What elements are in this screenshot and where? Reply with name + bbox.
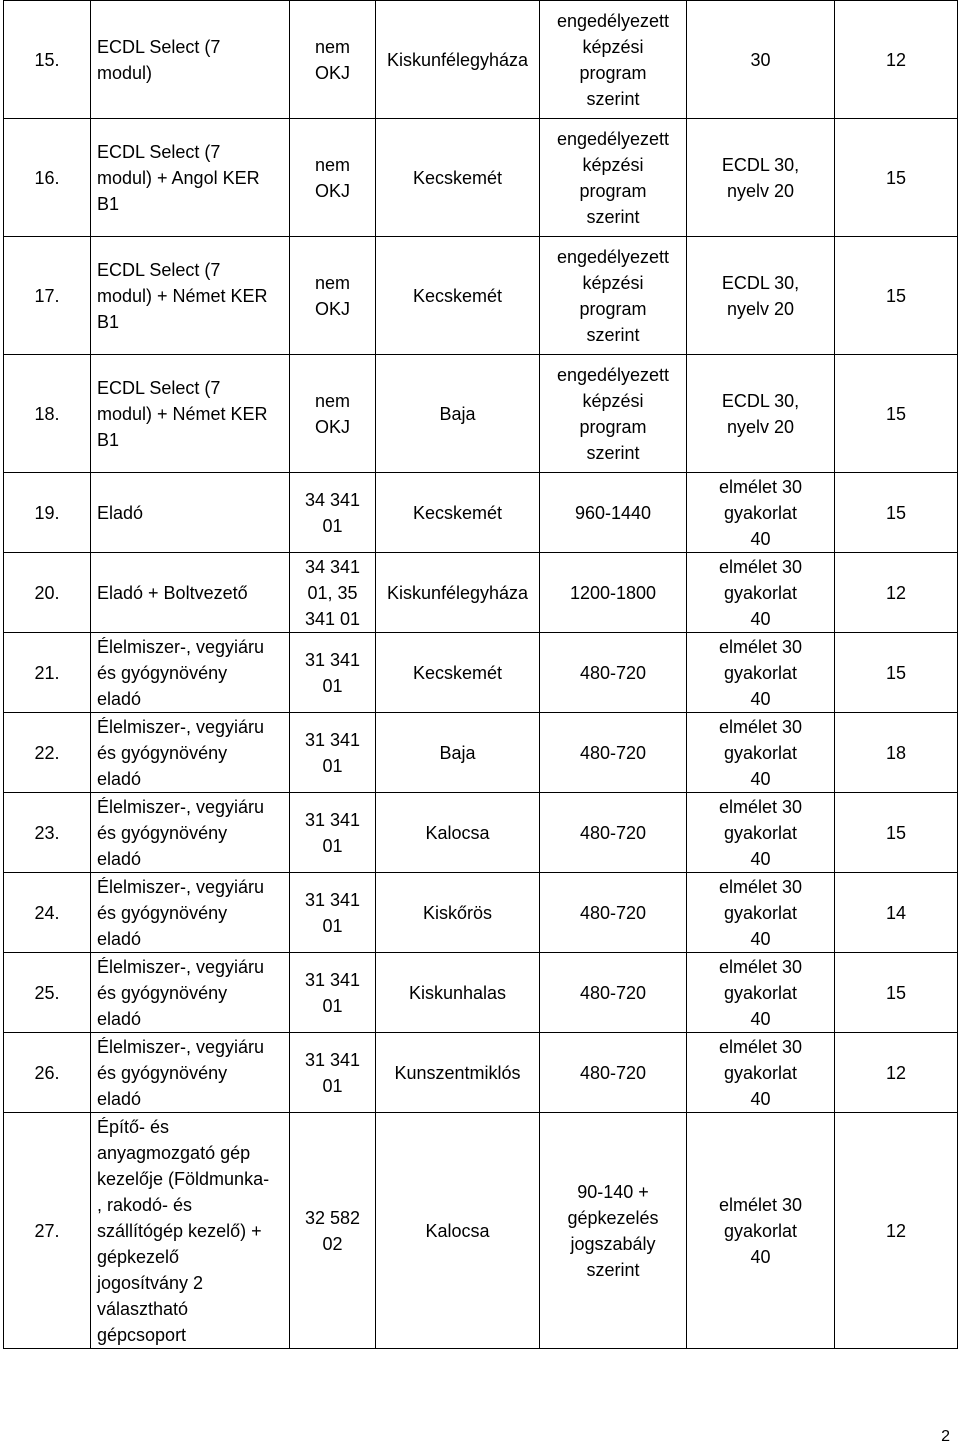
town-cell: Kunszentmiklós	[376, 1033, 540, 1113]
course-name-cell: Élelmiszer-, vegyiáru és gyógynövény eladó	[91, 1033, 290, 1113]
participant-count-cell: 15	[835, 119, 958, 237]
training-hours-cell: engedélyezett képzési program szerint	[540, 119, 687, 237]
theory-practice-cell: elmélet 30 gyakorlat 40	[687, 553, 835, 633]
course-table	[3, 0, 958, 1349]
town-cell: Kiskunhalas	[376, 953, 540, 1033]
table-row	[4, 793, 958, 873]
theory-practice-cell: ECDL 30, nyelv 20	[687, 119, 835, 237]
participant-count-cell: 15	[835, 633, 958, 713]
town-cell: Kecskemét	[376, 119, 540, 237]
okj-code-cell: nem OKJ	[290, 237, 376, 355]
town-cell: Kiskőrös	[376, 873, 540, 953]
training-hours-cell: 480-720	[540, 793, 687, 873]
theory-practice-cell: elmélet 30 gyakorlat 40	[687, 633, 835, 713]
course-name-cell: ECDL Select (7 modul) + Német KER B1	[91, 237, 290, 355]
row-number-cell: 18.	[4, 355, 91, 473]
table-body	[4, 1, 958, 1349]
training-hours-cell: engedélyezett képzési program szerint	[540, 237, 687, 355]
table-row	[4, 713, 958, 793]
participant-count-cell: 15	[835, 237, 958, 355]
table-row	[4, 473, 958, 553]
table-row	[4, 355, 958, 473]
town-cell: Kalocsa	[376, 1113, 540, 1349]
row-number-cell: 20.	[4, 553, 91, 633]
theory-practice-cell: ECDL 30, nyelv 20	[687, 237, 835, 355]
table-row	[4, 119, 958, 237]
row-number-cell: 23.	[4, 793, 91, 873]
course-name-cell: ECDL Select (7 modul) + Német KER B1	[91, 355, 290, 473]
participant-count-cell: 15	[835, 793, 958, 873]
row-number-cell: 24.	[4, 873, 91, 953]
okj-code-cell: 31 341 01	[290, 793, 376, 873]
participant-count-cell: 14	[835, 873, 958, 953]
participant-count-cell: 18	[835, 713, 958, 793]
theory-practice-cell: elmélet 30 gyakorlat 40	[687, 713, 835, 793]
okj-code-cell: 31 341 01	[290, 873, 376, 953]
table-row	[4, 1113, 958, 1349]
participant-count-cell: 12	[835, 553, 958, 633]
training-hours-cell: 480-720	[540, 873, 687, 953]
row-number-cell: 22.	[4, 713, 91, 793]
participant-count-cell: 12	[835, 1033, 958, 1113]
row-number-cell: 25.	[4, 953, 91, 1033]
training-hours-cell: engedélyezett képzési program szerint	[540, 1, 687, 119]
row-number-cell: 19.	[4, 473, 91, 553]
participant-count-cell: 12	[835, 1113, 958, 1349]
okj-code-cell: 34 341 01, 35 341 01	[290, 553, 376, 633]
row-number-cell: 17.	[4, 237, 91, 355]
course-name-cell: Eladó + Boltvezető	[91, 553, 290, 633]
row-number-cell: 15.	[4, 1, 91, 119]
okj-code-cell: nem OKJ	[290, 1, 376, 119]
participant-count-cell: 15	[835, 953, 958, 1033]
course-name-cell: Élelmiszer-, vegyiáru és gyógynövény eladó	[91, 633, 290, 713]
table-row	[4, 633, 958, 713]
row-number-cell: 16.	[4, 119, 91, 237]
table-row	[4, 953, 958, 1033]
theory-practice-cell: elmélet 30 gyakorlat 40	[687, 1033, 835, 1113]
course-name-cell: ECDL Select (7 modul)	[91, 1, 290, 119]
town-cell: Kiskunfélegyháza	[376, 553, 540, 633]
row-number-cell: 21.	[4, 633, 91, 713]
okj-code-cell: 31 341 01	[290, 953, 376, 1033]
course-name-cell: Építő- és anyagmozgató gép kezelője (Földmunka- , rakodó- és szállítógép kezelő) + gépkezelő jogosítvány 2 választható gépcsoport	[91, 1113, 290, 1349]
training-hours-cell: 1200-1800	[540, 553, 687, 633]
theory-practice-cell: ECDL 30, nyelv 20	[687, 355, 835, 473]
table-row	[4, 237, 958, 355]
town-cell: Kalocsa	[376, 793, 540, 873]
okj-code-cell: nem OKJ	[290, 355, 376, 473]
course-name-cell: Élelmiszer-, vegyiáru és gyógynövény eladó	[91, 873, 290, 953]
training-hours-cell: 960-1440	[540, 473, 687, 553]
training-hours-cell: engedélyezett képzési program szerint	[540, 355, 687, 473]
training-hours-cell: 480-720	[540, 633, 687, 713]
town-cell: Baja	[376, 713, 540, 793]
course-name-cell: Élelmiszer-, vegyiáru és gyógynövény eladó	[91, 793, 290, 873]
theory-practice-cell: elmélet 30 gyakorlat 40	[687, 953, 835, 1033]
theory-practice-cell: elmélet 30 gyakorlat 40	[687, 1113, 835, 1349]
table-row	[4, 873, 958, 953]
course-name-cell: Eladó	[91, 473, 290, 553]
town-cell: Kecskemét	[376, 633, 540, 713]
okj-code-cell: 34 341 01	[290, 473, 376, 553]
theory-practice-cell: elmélet 30 gyakorlat 40	[687, 873, 835, 953]
participant-count-cell: 12	[835, 1, 958, 119]
training-hours-cell: 90-140 + gépkezelés jogszabály szerint	[540, 1113, 687, 1349]
table-row	[4, 553, 958, 633]
training-hours-cell: 480-720	[540, 1033, 687, 1113]
okj-code-cell: nem OKJ	[290, 119, 376, 237]
participant-count-cell: 15	[835, 355, 958, 473]
participant-count-cell: 15	[835, 473, 958, 553]
okj-code-cell: 31 341 01	[290, 713, 376, 793]
theory-practice-cell: elmélet 30 gyakorlat 40	[687, 793, 835, 873]
course-name-cell: Élelmiszer-, vegyiáru és gyógynövény eladó	[91, 953, 290, 1033]
training-hours-cell: 480-720	[540, 713, 687, 793]
town-cell: Baja	[376, 355, 540, 473]
table-row	[4, 1, 958, 119]
row-number-cell: 26.	[4, 1033, 91, 1113]
okj-code-cell: 31 341 01	[290, 633, 376, 713]
course-name-cell: ECDL Select (7 modul) + Angol KER B1	[91, 119, 290, 237]
okj-code-cell: 32 582 02	[290, 1113, 376, 1349]
town-cell: Kecskemét	[376, 473, 540, 553]
table-row	[4, 1033, 958, 1113]
course-name-cell: Élelmiszer-, vegyiáru és gyógynövény eladó	[91, 713, 290, 793]
row-number-cell: 27.	[4, 1113, 91, 1349]
theory-practice-cell: 30	[687, 1, 835, 119]
theory-practice-cell: elmélet 30 gyakorlat 40	[687, 473, 835, 553]
page-number: 2	[941, 1428, 950, 1445]
training-hours-cell: 480-720	[540, 953, 687, 1033]
town-cell: Kiskunfélegyháza	[376, 1, 540, 119]
okj-code-cell: 31 341 01	[290, 1033, 376, 1113]
town-cell: Kecskemét	[376, 237, 540, 355]
